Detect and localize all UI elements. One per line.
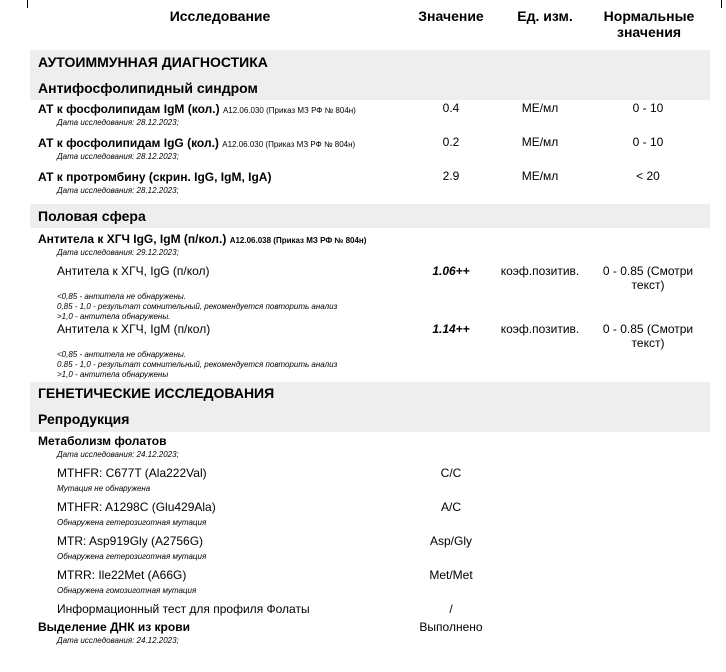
row-igg-phospho-norm: 0 - 10 (632, 135, 664, 149)
row-mtr-label: MTR: Asp919Gly (A2756G) (57, 534, 204, 548)
row-mtrr-label: MTRR: Ile22Met (A66G) (57, 568, 187, 582)
row-mtrr-note: Обнаружена гомозиготная мутация (57, 586, 197, 595)
row-igm-phospho-code: А12.06.030 (Приказ МЗ РФ № 804н) (222, 106, 356, 115)
row-hcg-igg-norm: 0 - 0.85 (Смотри текст) (602, 264, 694, 292)
row-mthfr-a1298c-value: A/C (440, 500, 461, 514)
row-hcg-igg-note2: 0,85 - 1,0 - результат сомнительный, рекомендуется повторить анализ (57, 302, 338, 311)
row-igg-phospho-unit: МЕ/мл (521, 135, 559, 149)
row-info-test-value: / (449, 602, 453, 616)
section-reproductive-title: Половая сфера (38, 208, 146, 224)
row-prothrombin-unit: МЕ/мл (521, 169, 559, 183)
right-border (721, 0, 722, 8)
row-hcg-igg-label: Антитела к ХГЧ, IgG (п/кол) (57, 264, 210, 278)
row-igg-phospho-label: АТ к фосфолипидам IgG (кол.) (38, 136, 219, 150)
row-prothrombin-date: Дата исследования: 28.12.2023; (57, 186, 179, 195)
row-mthfr-a1298c-label: MTHFR: A1298C (Glu429Ala) (57, 500, 216, 514)
row-hcg-igg-unit: коэф.позитив. (500, 264, 580, 278)
row-igg-phospho-value: 0.2 (442, 135, 460, 149)
row-hcg-igg-value: 1.06++ (432, 264, 470, 278)
section-antiphospholipid-title: Антифосфолипидный синдром (38, 80, 258, 96)
row-igm-phospho-norm: 0 - 10 (632, 101, 664, 115)
section-reproductive (30, 204, 710, 228)
row-prothrombin-title: АТ к протромбину (скрин. IgG, IgM, IgA) (38, 170, 272, 184)
header-norm: Нормальные значения (603, 8, 695, 40)
row-hcg-igm-unit: коэф.позитив. (500, 322, 580, 336)
left-border (27, 0, 28, 8)
row-dna-title: Выделение ДНК из крови (38, 620, 190, 634)
row-folate-title: Метаболизм фолатов (38, 434, 167, 448)
row-hcg-igm-note3: >1,0 - антитела обнаружены (57, 370, 169, 379)
header-study: Исследование (169, 8, 271, 24)
row-dna-value: Выполнено (419, 620, 483, 634)
row-mtr-value: Asp/Gly (429, 534, 472, 548)
section-reproduction-title: Репродукция (38, 411, 130, 427)
row-hcg-igm-note1: <0,85 - антитела не обнаружены. (57, 350, 186, 359)
row-mtrr-value: Met/Met (429, 568, 473, 582)
row-hcg-title (38, 232, 366, 246)
row-hcg-date: Дата исследования: 29.12.2023; (57, 248, 179, 257)
row-prothrombin-norm: < 20 (636, 169, 660, 183)
row-igm-phospho-title (38, 102, 356, 116)
row-igm-phospho-label: АТ к фосфолипидам IgM (кол.) (38, 102, 220, 116)
section-autoimmune-title: АУТОИММУННАЯ ДИАГНОСТИКА (38, 54, 268, 70)
row-hcg-igm-value: 1.14++ (432, 322, 470, 336)
row-mtr-note: Обнаружена гетерозиготная мутация (57, 552, 207, 561)
section-autoimmune (30, 50, 710, 100)
row-igm-phospho-date: Дата исследования: 28.12.2023; (57, 118, 179, 127)
header-unit: Ед. изм. (517, 8, 573, 24)
row-folate-date: Дата исследования: 24.12.2023; (57, 450, 179, 459)
row-igm-phospho-value: 0.4 (442, 101, 460, 115)
section-genetic-title: ГЕНЕТИЧЕСКИЕ ИССЛЕДОВАНИЯ (38, 385, 275, 401)
row-hcg-igm-norm: 0 - 0.85 (Смотри текст) (602, 322, 694, 350)
row-info-test-label: Информационный тест для профиля Фолаты (57, 602, 310, 616)
row-hcg-igm-label: Антитела к ХГЧ, IgM (п/кол) (57, 322, 211, 336)
row-igg-phospho-title (38, 136, 355, 150)
row-hcg-code: А12.06.038 (Приказ МЗ РФ № 804н) (229, 236, 367, 245)
row-igg-phospho-code: А12.06.030 (Приказ МЗ РФ № 804н) (222, 140, 356, 149)
row-igm-phospho-unit: МЕ/мл (521, 101, 559, 115)
row-hcg-igm-note2: 0.85 - 1,0 - результат сомнительный, рекомендуется повторить анализ (57, 360, 338, 369)
row-dna-date: Дата исследования: 24.12.2023; (57, 636, 179, 645)
row-mthfr-a1298c-note: Обнаружена гетерозиготная мутация (57, 518, 207, 527)
row-hcg-igg-note1: <0,85 - антитела не обнаружены. (57, 292, 186, 301)
section-genetic (30, 382, 710, 432)
header-value: Значение (418, 8, 484, 24)
row-prothrombin-value: 2.9 (442, 169, 460, 183)
row-igg-phospho-date: Дата исследования: 28.12.2023; (57, 152, 179, 161)
row-mthfr-c677t-value: C/C (440, 466, 462, 480)
row-hcg-label: Антитела к ХГЧ IgG, IgM (п/кол.) (38, 232, 227, 246)
row-hcg-igg-note3: >1,0 - антитела обнаружены. (57, 312, 171, 321)
row-mthfr-c677t-note: Мутация не обнаружена (57, 484, 151, 493)
row-mthfr-c677t-label: MTHFR: C677T (Ala222Val) (57, 466, 207, 480)
